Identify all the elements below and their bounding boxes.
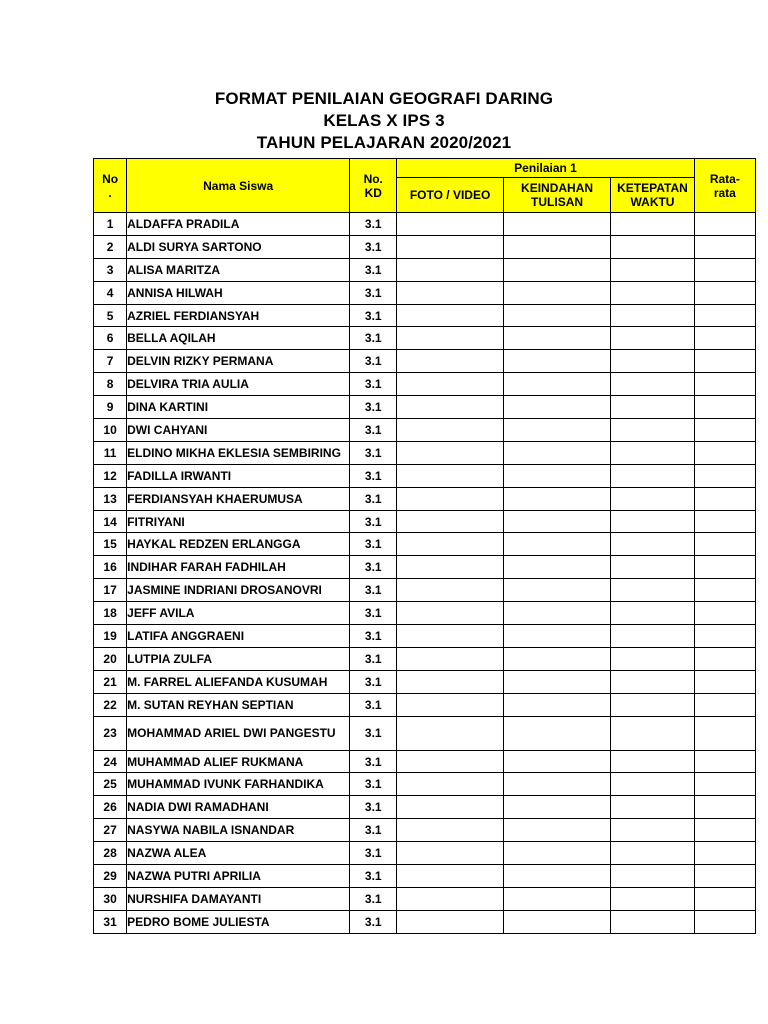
average-score-cell[interactable] (694, 796, 755, 819)
kd-cell: 3.1 (350, 441, 397, 464)
kd-cell: 3.1 (350, 419, 397, 442)
table-row (94, 716, 756, 750)
foto-video-score-cell[interactable] (397, 350, 503, 373)
ketepatan-score-cell[interactable] (611, 464, 694, 487)
foto-video-score-cell[interactable] (397, 281, 503, 304)
kd-cell: 3.1 (350, 533, 397, 556)
ketepatan-score-cell[interactable] (611, 602, 694, 625)
foto-video-score-cell[interactable] (397, 213, 503, 236)
keindahan-score-cell[interactable] (503, 258, 610, 281)
student-number-cell: 25 (94, 773, 127, 796)
student-number-cell: 24 (94, 750, 127, 773)
foto-video-score-cell[interactable] (397, 396, 503, 419)
student-number-cell: 1 (94, 213, 127, 236)
ketepatan-score-cell[interactable] (611, 842, 694, 865)
student-name-cell: DINA KARTINI (127, 396, 350, 419)
ketepatan-score-cell[interactable] (611, 281, 694, 304)
kd-cell: 3.1 (350, 796, 397, 819)
kd-cell: 3.1 (350, 556, 397, 579)
student-number-cell: 17 (94, 579, 127, 602)
average-score-cell[interactable] (694, 910, 755, 933)
ketepatan-score-cell[interactable] (611, 396, 694, 419)
kd-cell: 3.1 (350, 487, 397, 510)
student-number-cell: 22 (94, 693, 127, 716)
student-name-cell: MOHAMMAD ARIEL DWI PANGESTU (127, 716, 350, 750)
foto-video-score-cell[interactable] (397, 865, 503, 888)
keindahan-score-cell[interactable] (503, 625, 610, 648)
average-score-cell[interactable] (694, 647, 755, 670)
foto-video-score-cell[interactable] (397, 716, 503, 750)
keindahan-score-cell[interactable] (503, 750, 610, 773)
table-row (94, 887, 756, 910)
average-score-cell[interactable] (694, 887, 755, 910)
student-number-cell: 12 (94, 464, 127, 487)
foto-video-score-cell[interactable] (397, 373, 503, 396)
student-name-cell: INDIHAR FARAH FADHILAH (127, 556, 350, 579)
foto-video-score-cell[interactable] (397, 258, 503, 281)
student-name-cell: JEFF AVILA (127, 602, 350, 625)
ketepatan-score-cell[interactable] (611, 750, 694, 773)
ketepatan-score-cell[interactable] (611, 350, 694, 373)
keindahan-score-cell[interactable] (503, 235, 610, 258)
foto-video-score-cell[interactable] (397, 235, 503, 258)
keindahan-score-cell[interactable] (503, 464, 610, 487)
kd-cell: 3.1 (350, 773, 397, 796)
kd-cell: 3.1 (350, 842, 397, 865)
table-row (94, 625, 756, 648)
average-score-cell[interactable] (694, 602, 755, 625)
ketepatan-score-cell[interactable] (611, 327, 694, 350)
table-row (94, 350, 756, 373)
foto-video-score-cell[interactable] (397, 419, 503, 442)
ketepatan-score-cell[interactable] (611, 647, 694, 670)
table-row (94, 579, 756, 602)
student-name-cell: DELVIN RIZKY PERMANA (127, 350, 350, 373)
student-name-cell: NURSHIFA DAMAYANTI (127, 887, 350, 910)
table-row (94, 487, 756, 510)
average-score-cell[interactable] (694, 773, 755, 796)
average-score-cell[interactable] (694, 281, 755, 304)
average-score-cell[interactable] (694, 213, 755, 236)
average-score-cell[interactable] (694, 510, 755, 533)
average-score-cell[interactable] (694, 304, 755, 327)
kd-cell: 3.1 (350, 887, 397, 910)
keindahan-score-cell[interactable] (503, 716, 610, 750)
student-name-cell: PEDRO BOME JULIESTA (127, 910, 350, 933)
keindahan-score-cell[interactable] (503, 670, 610, 693)
kd-cell: 3.1 (350, 258, 397, 281)
student-number-cell: 15 (94, 533, 127, 556)
ketepatan-score-cell[interactable] (611, 556, 694, 579)
table-row (94, 304, 756, 327)
student-number-cell: 30 (94, 887, 127, 910)
average-score-cell[interactable] (694, 579, 755, 602)
table-row (94, 773, 756, 796)
keindahan-score-cell[interactable] (503, 441, 610, 464)
student-number-cell: 29 (94, 865, 127, 888)
kd-cell: 3.1 (350, 670, 397, 693)
table-row (94, 602, 756, 625)
student-number-cell: 6 (94, 327, 127, 350)
student-name-cell: M. SUTAN REYHAN SEPTIAN (127, 693, 350, 716)
student-number-cell: 27 (94, 819, 127, 842)
foto-video-score-cell[interactable] (397, 910, 503, 933)
table-row (94, 670, 756, 693)
student-number-cell: 14 (94, 510, 127, 533)
ketepatan-score-cell[interactable] (611, 910, 694, 933)
average-score-cell[interactable] (694, 487, 755, 510)
student-number-cell: 16 (94, 556, 127, 579)
table-row (94, 910, 756, 933)
foto-video-score-cell[interactable] (397, 304, 503, 327)
average-score-cell[interactable] (694, 533, 755, 556)
table-row (94, 396, 756, 419)
foto-video-score-cell[interactable] (397, 327, 503, 350)
table-row (94, 693, 756, 716)
student-number-cell: 21 (94, 670, 127, 693)
average-score-cell[interactable] (694, 396, 755, 419)
student-number-cell: 2 (94, 235, 127, 258)
average-score-cell[interactable] (694, 464, 755, 487)
table-row (94, 556, 756, 579)
keindahan-score-cell[interactable] (503, 602, 610, 625)
kd-cell: 3.1 (350, 647, 397, 670)
student-number-cell: 23 (94, 716, 127, 750)
student-name-cell: FADILLA IRWANTI (127, 464, 350, 487)
keindahan-score-cell[interactable] (503, 396, 610, 419)
student-name-cell: ELDINO MIKHA EKLESIA SEMBIRING (127, 441, 350, 464)
student-name-cell: FERDIANSYAH KHAERUMUSA (127, 487, 350, 510)
foto-video-score-cell[interactable] (397, 602, 503, 625)
table-row (94, 464, 756, 487)
kd-cell: 3.1 (350, 235, 397, 258)
student-number-cell: 18 (94, 602, 127, 625)
student-number-cell: 13 (94, 487, 127, 510)
table-row (94, 213, 756, 236)
keindahan-score-cell[interactable] (503, 819, 610, 842)
student-name-cell: DWI CAHYANI (127, 419, 350, 442)
foto-video-score-cell[interactable] (397, 887, 503, 910)
foto-video-score-cell[interactable] (397, 750, 503, 773)
average-score-cell[interactable] (694, 350, 755, 373)
keindahan-score-cell[interactable] (503, 556, 610, 579)
kd-cell: 3.1 (350, 602, 397, 625)
kd-cell: 3.1 (350, 327, 397, 350)
average-score-cell[interactable] (694, 556, 755, 579)
ketepatan-score-cell[interactable] (611, 419, 694, 442)
ketepatan-score-cell[interactable] (611, 796, 694, 819)
student-name-cell: ALDI SURYA SARTONO (127, 235, 350, 258)
student-name-cell: NADIA DWI RAMADHANI (127, 796, 350, 819)
header-average: Rata- rata (694, 159, 755, 213)
foto-video-score-cell[interactable] (397, 773, 503, 796)
kd-cell: 3.1 (350, 510, 397, 533)
average-score-cell[interactable] (694, 865, 755, 888)
foto-video-score-cell[interactable] (397, 487, 503, 510)
kd-cell: 3.1 (350, 910, 397, 933)
student-name-cell: NAZWA ALEA (127, 842, 350, 865)
ketepatan-score-cell[interactable] (611, 235, 694, 258)
average-score-cell[interactable] (694, 235, 755, 258)
keindahan-score-cell[interactable] (503, 579, 610, 602)
ketepatan-score-cell[interactable] (611, 258, 694, 281)
kd-cell: 3.1 (350, 464, 397, 487)
ketepatan-score-cell[interactable] (611, 716, 694, 750)
table-row (94, 281, 756, 304)
header-no: No . (94, 159, 127, 213)
keindahan-score-cell[interactable] (503, 533, 610, 556)
keindahan-score-cell[interactable] (503, 796, 610, 819)
keindahan-score-cell[interactable] (503, 647, 610, 670)
average-score-cell[interactable] (694, 419, 755, 442)
ketepatan-score-cell[interactable] (611, 773, 694, 796)
average-score-cell[interactable] (694, 819, 755, 842)
foto-video-score-cell[interactable] (397, 464, 503, 487)
ketepatan-score-cell[interactable] (611, 213, 694, 236)
table-row (94, 819, 756, 842)
student-number-cell: 11 (94, 441, 127, 464)
foto-video-score-cell[interactable] (397, 441, 503, 464)
ketepatan-score-cell[interactable] (611, 693, 694, 716)
kd-cell: 3.1 (350, 579, 397, 602)
foto-video-score-cell[interactable] (397, 556, 503, 579)
ketepatan-score-cell[interactable] (611, 579, 694, 602)
average-score-cell[interactable] (694, 327, 755, 350)
ketepatan-score-cell[interactable] (611, 373, 694, 396)
student-number-cell: 19 (94, 625, 127, 648)
kd-cell: 3.1 (350, 693, 397, 716)
foto-video-score-cell[interactable] (397, 647, 503, 670)
student-name-cell: NASYWA NABILA ISNANDAR (127, 819, 350, 842)
foto-video-score-cell[interactable] (397, 579, 503, 602)
header-foto-video: FOTO / VIDEO (397, 178, 503, 213)
table-row (94, 258, 756, 281)
average-score-cell[interactable] (694, 373, 755, 396)
keindahan-score-cell[interactable] (503, 693, 610, 716)
student-name-cell: HAYKAL REDZEN ERLANGGA (127, 533, 350, 556)
class-title: KELAS X IPS 3 (323, 111, 445, 130)
student-number-cell: 9 (94, 396, 127, 419)
foto-video-score-cell[interactable] (397, 796, 503, 819)
keindahan-score-cell[interactable] (503, 419, 610, 442)
average-score-cell[interactable] (694, 670, 755, 693)
kd-cell: 3.1 (350, 716, 397, 750)
grade-table (93, 158, 756, 934)
table-row (94, 441, 756, 464)
grade-table-body (94, 213, 756, 934)
table-row (94, 796, 756, 819)
ketepatan-score-cell[interactable] (611, 304, 694, 327)
student-number-cell: 3 (94, 258, 127, 281)
ketepatan-score-cell[interactable] (611, 670, 694, 693)
student-number-cell: 5 (94, 304, 127, 327)
keindahan-score-cell[interactable] (503, 213, 610, 236)
keindahan-score-cell[interactable] (503, 510, 610, 533)
keindahan-score-cell[interactable] (503, 910, 610, 933)
grade-table-header (94, 159, 756, 213)
student-name-cell: NAZWA PUTRI APRILIA (127, 865, 350, 888)
foto-video-score-cell[interactable] (397, 693, 503, 716)
table-row (94, 865, 756, 888)
table-row (94, 647, 756, 670)
student-name-cell: JASMINE INDRIANI DROSANOVRI (127, 579, 350, 602)
student-name-cell: BELLA AQILAH (127, 327, 350, 350)
average-score-cell[interactable] (694, 716, 755, 750)
student-number-cell: 28 (94, 842, 127, 865)
table-row (94, 419, 756, 442)
student-name-cell: M. FARREL ALIEFANDA KUSUMAH (127, 670, 350, 693)
ketepatan-score-cell[interactable] (611, 441, 694, 464)
header-student-name: Nama Siswa (127, 159, 350, 213)
student-number-cell: 8 (94, 373, 127, 396)
average-score-cell[interactable] (694, 693, 755, 716)
ketepatan-score-cell[interactable] (611, 510, 694, 533)
keindahan-score-cell[interactable] (503, 887, 610, 910)
student-number-cell: 20 (94, 647, 127, 670)
keindahan-score-cell[interactable] (503, 304, 610, 327)
average-score-cell[interactable] (694, 842, 755, 865)
keindahan-score-cell[interactable] (503, 842, 610, 865)
average-score-cell[interactable] (694, 258, 755, 281)
keindahan-score-cell[interactable] (503, 350, 610, 373)
kd-cell: 3.1 (350, 304, 397, 327)
keindahan-score-cell[interactable] (503, 487, 610, 510)
average-score-cell[interactable] (694, 441, 755, 464)
keindahan-score-cell[interactable] (503, 327, 610, 350)
kd-cell: 3.1 (350, 625, 397, 648)
table-row (94, 533, 756, 556)
ketepatan-score-cell[interactable] (611, 487, 694, 510)
ketepatan-score-cell[interactable] (611, 887, 694, 910)
student-number-cell: 31 (94, 910, 127, 933)
kd-cell: 3.1 (350, 396, 397, 419)
ketepatan-score-cell[interactable] (611, 625, 694, 648)
student-name-cell: LUTPIA ZULFA (127, 647, 350, 670)
table-row (94, 510, 756, 533)
student-number-cell: 4 (94, 281, 127, 304)
foto-video-score-cell[interactable] (397, 670, 503, 693)
student-name-cell: LATIFA ANGGRAENI (127, 625, 350, 648)
average-score-cell[interactable] (694, 750, 755, 773)
student-name-cell: MUHAMMAD IVUNK FARHANDIKA (127, 773, 350, 796)
keindahan-score-cell[interactable] (503, 373, 610, 396)
kd-cell: 3.1 (350, 373, 397, 396)
kd-cell: 3.1 (350, 213, 397, 236)
header-assessment-group: Penilaian 1 (397, 159, 694, 178)
foto-video-score-cell[interactable] (397, 510, 503, 533)
student-number-cell: 7 (94, 350, 127, 373)
header-ketepatan-waktu: KETEPATAN WAKTU (611, 178, 694, 213)
student-name-cell: ALDAFFA PRADILA (127, 213, 350, 236)
table-row (94, 842, 756, 865)
student-name-cell: ANNISA HILWAH (127, 281, 350, 304)
kd-cell: 3.1 (350, 281, 397, 304)
table-row (94, 235, 756, 258)
keindahan-score-cell[interactable] (503, 773, 610, 796)
ketepatan-score-cell[interactable] (611, 533, 694, 556)
keindahan-score-cell[interactable] (503, 281, 610, 304)
student-number-cell: 10 (94, 419, 127, 442)
header-kd: No. KD (350, 159, 397, 213)
table-row (94, 373, 756, 396)
student-name-cell: FITRIYANI (127, 510, 350, 533)
kd-cell: 3.1 (350, 350, 397, 373)
student-name-cell: DELVIRA TRIA AULIA (127, 373, 350, 396)
student-name-cell: MUHAMMAD ALIEF RUKMANA (127, 750, 350, 773)
average-score-cell[interactable] (694, 625, 755, 648)
ketepatan-score-cell[interactable] (611, 819, 694, 842)
foto-video-score-cell[interactable] (397, 819, 503, 842)
kd-cell: 3.1 (350, 750, 397, 773)
kd-cell: 3.1 (350, 819, 397, 842)
academic-year-title: TAHUN PELAJARAN 2020/2021 (256, 133, 512, 152)
keindahan-score-cell[interactable] (503, 865, 610, 888)
document-title: FORMAT PENILAIAN GEOGRAFI DARING (214, 89, 554, 108)
foto-video-score-cell[interactable] (397, 533, 503, 556)
student-name-cell: AZRIEL FERDIANSYAH (127, 304, 350, 327)
ketepatan-score-cell[interactable] (611, 865, 694, 888)
table-row (94, 327, 756, 350)
kd-cell: 3.1 (350, 865, 397, 888)
header-keindahan-tulisan: KEINDAHAN TULISAN (503, 178, 610, 213)
foto-video-score-cell[interactable] (397, 842, 503, 865)
student-name-cell: ALISA MARITZA (127, 258, 350, 281)
student-number-cell: 26 (94, 796, 127, 819)
document-title-block (0, 88, 768, 154)
table-row (94, 750, 756, 773)
foto-video-score-cell[interactable] (397, 625, 503, 648)
